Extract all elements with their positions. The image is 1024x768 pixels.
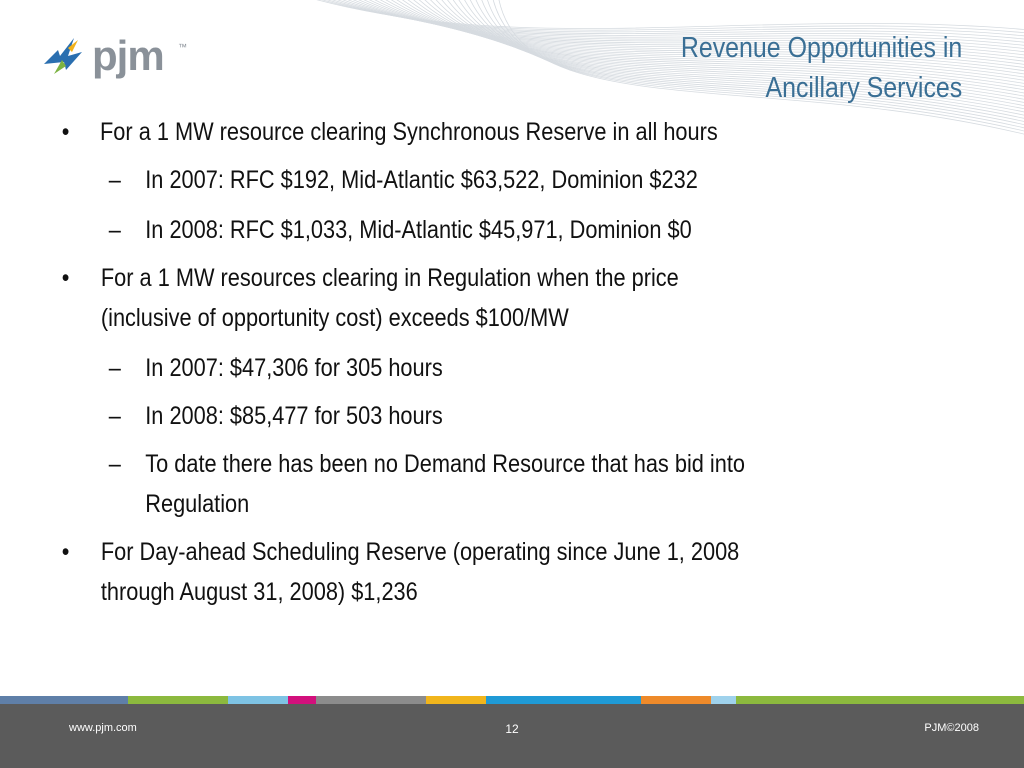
bullet-continuation: [60, 578, 843, 618]
strip-segment: [486, 696, 641, 704]
strip-segment: [0, 696, 128, 704]
bullet-mark: •: [61, 264, 70, 292]
strip-segment: [641, 696, 711, 704]
dash-mark: –: [108, 166, 121, 194]
sub-bullet-item: [60, 354, 843, 402]
sub-bullet-text: In 2007: RFC $192, Mid-Atlantic $63,522, Dominion $232: [145, 166, 698, 194]
footer: [0, 704, 1024, 768]
sub-bullet-item: [60, 166, 843, 216]
bullet-list: [60, 118, 960, 618]
strip-segment: [288, 696, 316, 704]
pjm-logo-text: pjm: [92, 32, 164, 79]
dash-mark: –: [108, 216, 121, 244]
title-line-2: Ancillary Services: [765, 72, 962, 104]
strip-segment: [228, 696, 288, 704]
footer-copyright: PJM©2008: [924, 722, 979, 734]
sub-bullet-text: In 2007: $47,306 for 305 hours: [145, 354, 443, 382]
bullet-text: For a 1 MW resources clearing in Regulation when the price: [100, 264, 679, 292]
sub-bullet-text: Regulation: [145, 490, 250, 518]
bullet-mark: •: [61, 538, 70, 566]
pjm-logo: [38, 30, 188, 82]
sub-bullet-text: In 2008: RFC $1,033, Mid-Atlantic $45,971, Dominion $0: [145, 216, 692, 244]
sub-bullet-item: [60, 402, 843, 450]
slide-title: [681, 28, 962, 108]
strip-segment: [736, 696, 1024, 704]
bullet-continuation: [60, 304, 843, 354]
bullet-item: [60, 264, 843, 304]
bullet-item: [60, 118, 843, 166]
strip-segment: [128, 696, 228, 704]
sub-bullet-text: To date there has been no Demand Resource that has bid into: [145, 450, 745, 478]
page-number: 12: [505, 722, 519, 736]
bullet-text: For Day-ahead Scheduling Reserve (operating since June 1, 2008: [100, 538, 740, 566]
bullet-text: (inclusive of opportunity cost) exceeds $100/MW: [100, 304, 569, 332]
sub-bullet-continuation: [60, 490, 843, 538]
dash-mark: –: [108, 402, 121, 430]
sub-bullet-item: [60, 450, 843, 490]
footer-color-strip: [0, 696, 1024, 704]
dash-mark: –: [108, 450, 121, 478]
bullet-text: through August 31, 2008) $1,236: [100, 578, 418, 606]
bullet-text: For a 1 MW resource clearing Synchronous Reserve in all hours: [100, 118, 718, 146]
trademark-mark: ™: [178, 42, 187, 52]
footer-url: www.pjm.com: [69, 722, 137, 734]
strip-segment: [426, 696, 486, 704]
sub-bullet-item: [60, 216, 843, 264]
bullet-mark: •: [61, 118, 70, 146]
dash-mark: –: [108, 354, 121, 382]
strip-segment: [316, 696, 426, 704]
bullet-item: [60, 538, 843, 578]
strip-segment: [711, 696, 736, 704]
sub-bullet-text: In 2008: $85,477 for 503 hours: [145, 402, 443, 430]
pjm-logo-icon: [38, 30, 94, 82]
title-line-1: Revenue Opportunities in: [680, 32, 962, 64]
